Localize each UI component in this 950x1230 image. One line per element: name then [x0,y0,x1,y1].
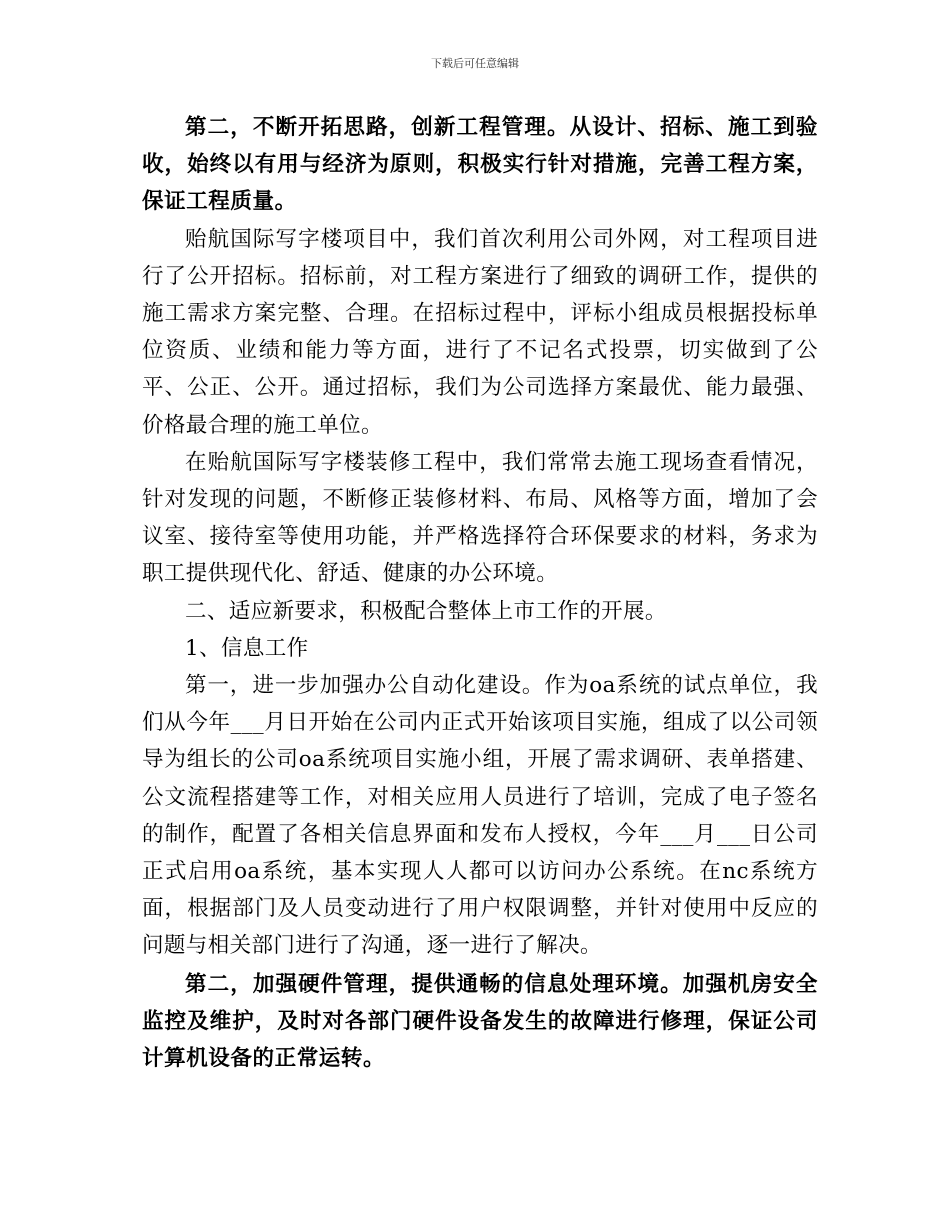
paragraph-engineering-management: 第二，不断开拓思路，创新工程管理。从设计、招标、施工到验收，始终以有用与经济为原则，积极实行针对措施，完善工程方案，保证工程质量。 [142,115,818,215]
section-heading-listing: 二、适应新要求，积极配合整体上市工作的开展。 [185,598,667,624]
paragraph-tender-process: 贻航国际写字楼项目中，我们首次利用公司外网，对工程项目进行了公开招标。招标前，对工程方案进行了细致的调研工作，提供的施工需求方案完整、合理。在招标过程中，评标小组成员根据投标单位资质、业绩和能力等方面，进行了不记名式投票，切实做到了公平、公正、公开。通过招标，我们为公司选择方案最优、能力最强、价格最合理的施工单位。 [142,226,818,438]
paragraph-hardware-management: 第二，加强硬件管理，提供通畅的信息处理环境。加强机房安全监控及维护，及时对各部门硬件设备发生的故障进行修理，保证公司计算机设备的正常运转。 [142,971,818,1072]
paragraph-office-automation: 第一，进一步加强办公自动化建设。作为oa系统的试点单位，我们从今年___月日开始在公司内正式开始该项目实施，组成了以公司领导为组长的公司oa系统项目实施小组，开展了需求调研、表单搭建、公文流程搭建等工作，对相关应用人员进行了培训，完成了电子签名的制作，配置了各相关信息界面和发布人授权，今年___月___日公司正式启用oa系统，基本实现人人都可以访问办公系统。在nc系统方面，根据部门及人员变动进行了用户权限调整，并针对使用中反应的问题与相关部门进行了沟通，逐一进行了解决。 [142,673,818,959]
document-body [142,109,818,1077]
subsection-heading-information: 1、信息工作 [185,635,309,661]
paragraph-renovation: 在贻航国际写字楼装修工程中，我们常常去施工现场查看情况，针对发现的问题，不断修正装修材料、布局、风格等方面，增加了会议室、接待室等使用功能，并严格选择符合环保要求的材料，务求为职工提供现代化、舒适、健康的办公环境。 [142,449,818,587]
page-header-note: 下载后可任意编辑 [431,57,519,70]
